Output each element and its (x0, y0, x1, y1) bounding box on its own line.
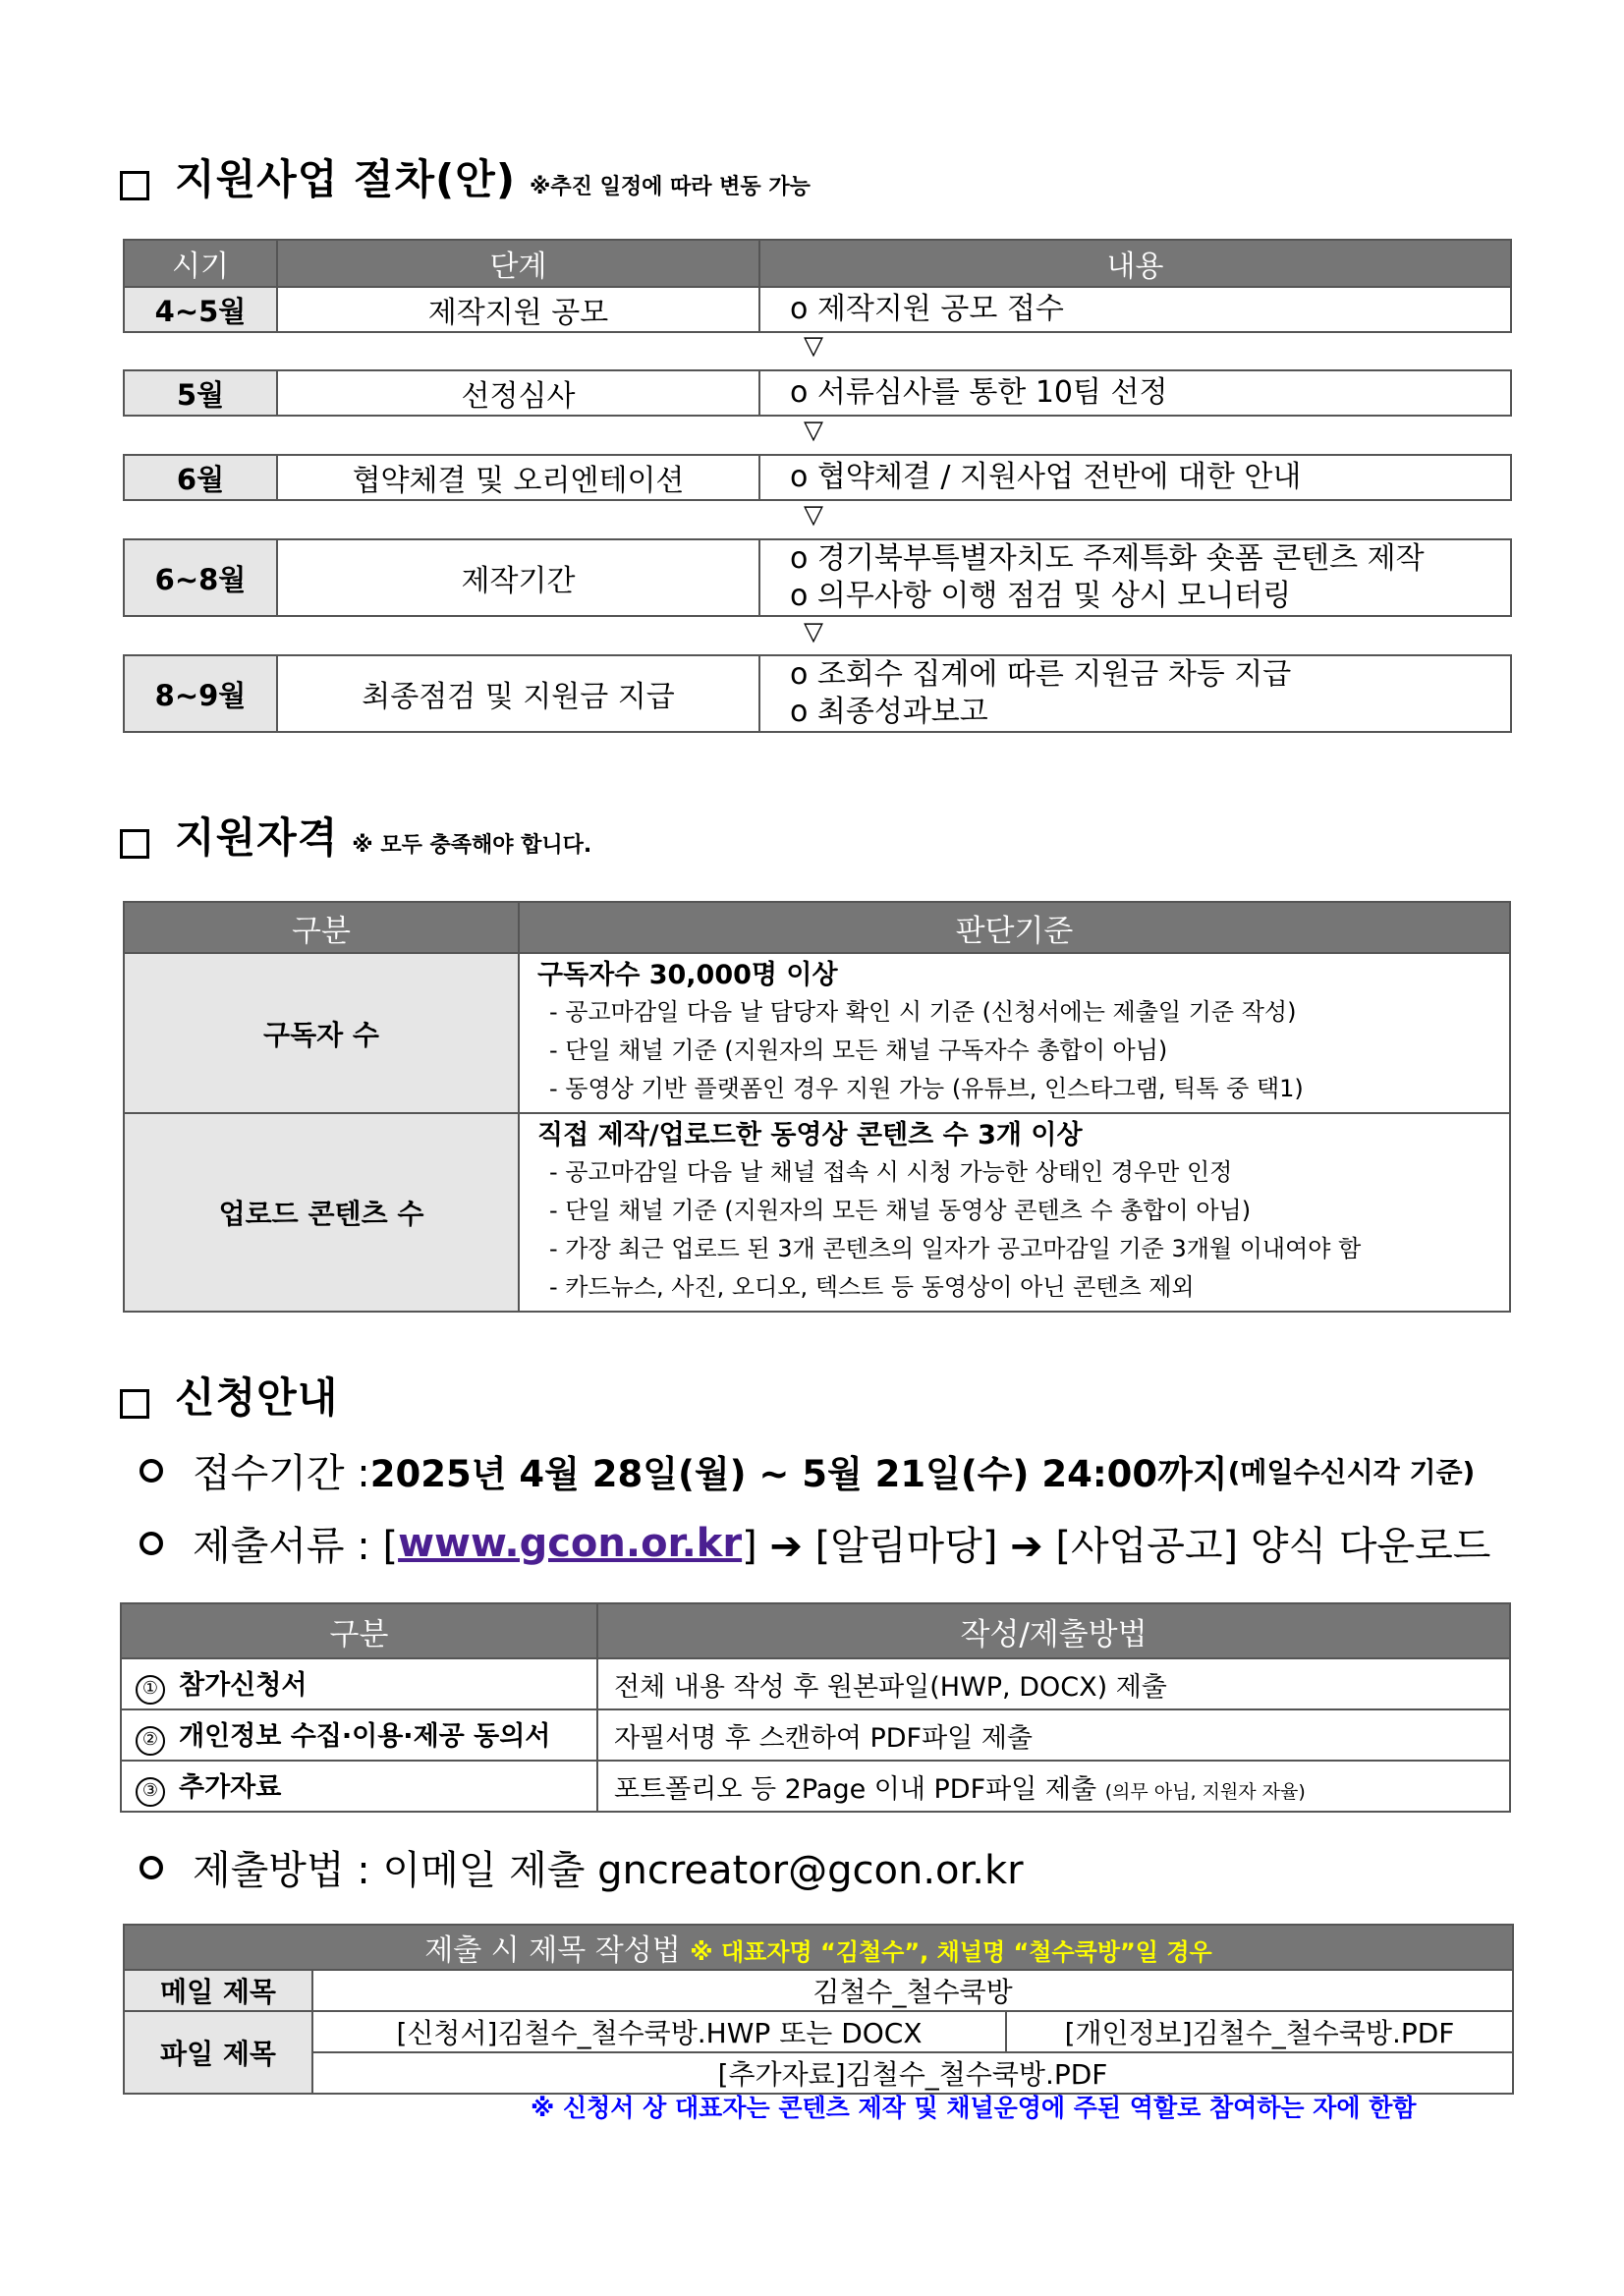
procedure-header-table (123, 239, 1512, 333)
doc-name: 개인정보 수집·이용·제공 동의서 (179, 1721, 551, 1752)
circle-bullet-icon (140, 1459, 163, 1483)
doc-method: 전체 내용 작성 후 원본파일(HWP, DOCX) 제출 (614, 1671, 1167, 1703)
procedure-stage: 제작기간 (277, 539, 759, 616)
procedure-title: 지원사업 절차(안) (175, 155, 517, 203)
doc-method: 자필서명 후 스캔하여 PDF파일 제출 (614, 1722, 1033, 1754)
criteria-head: 구독자수 30,000명 이상 (537, 960, 838, 990)
footnote: ※ 신청서 상 대표자는 콘텐츠 제작 및 채널운영에 주된 역할로 참여하는 자에 한함 (531, 2094, 1417, 2122)
arrow-down-icon: ▽ (804, 500, 823, 530)
circle-bullet-icon (140, 1856, 163, 1879)
criteria-item: - 가장 최근 업로드 된 3개 콘텐츠의 일자가 공고마감일 기준 3개월 이내여야 함 (549, 1235, 1362, 1262)
table-row (124, 2011, 1513, 2052)
table-row (124, 1113, 1510, 1312)
criteria-item: - 카드뉴스, 사진, 오디오, 텍스트 등 동영상이 아닌 콘텐츠 제외 (549, 1273, 1195, 1301)
doc-name: 참가신청서 (179, 1670, 308, 1701)
procedure-content (759, 455, 1511, 500)
title-rules-header (124, 1925, 1513, 1970)
procedure-header-content: 내용 (759, 240, 1511, 287)
application-title: 신청안내 (175, 1373, 339, 1422)
table-row (124, 2052, 1513, 2094)
table-row (124, 953, 1510, 1113)
qualification-criteria (519, 1113, 1510, 1312)
qualification-label: 구독자 수 (124, 953, 519, 1113)
file-title-label: 파일 제목 (124, 2011, 312, 2094)
procedure-content-line: o 의무사항 이행 점검 및 상시 모니터링 (790, 579, 1292, 613)
criteria-item: - 단일 채널 기준 (지원자의 모든 채널 동영상 콘텐츠 수 총합이 아님) (549, 1197, 1252, 1224)
circled-number: ③ (136, 1777, 165, 1807)
procedure-note: ※추진 일정에 따라 변동 가능 (530, 175, 811, 199)
criteria-item: - 동영상 기반 플랫폼인 경우 지원 가능 (유튜브, 인스타그램, 틱톡 중 택1) (549, 1075, 1304, 1102)
procedure-time: 6월 (124, 455, 277, 500)
application-section-title (120, 1366, 338, 1425)
docs-header-method: 작성/제출방법 (597, 1603, 1510, 1658)
title-rules-header-text: 제출 시 제목 작성법 (424, 1933, 691, 1968)
mail-title-label: 메일 제목 (124, 1970, 312, 2011)
period-note: (메일수신시각 기준) (1227, 1455, 1476, 1488)
procedure-stage: 제작지원 공모 (277, 287, 759, 332)
procedure-content-line: o 협약체결 / 지원사업 전반에 대한 안내 (790, 460, 1302, 494)
qualification-title: 지원자격 (175, 813, 339, 862)
file-title-value: [신청서]김철수_철수쿡방.HWP 또는 DOCX (312, 2011, 1006, 2052)
gcon-website-link[interactable]: www.gcon.or.kr (398, 1520, 743, 1566)
procedure-content-line: o 서류심사를 통한 10팀 선정 (790, 375, 1168, 410)
procedure-content-line: o 최종성과보고 (790, 695, 988, 729)
qualification-note: ※ 모두 충족해야 합니다. (352, 833, 592, 858)
qualification-section-title (120, 806, 591, 865)
criteria-item: - 공고마감일 다음 날 채널 접속 시 시청 가능한 상태인 경우만 인정 (549, 1158, 1233, 1186)
procedure-row-table (123, 538, 1512, 617)
procedure-stage: 협약체결 및 오리엔테이션 (277, 455, 759, 500)
period-line (140, 1442, 1475, 1498)
procedure-row-table (123, 369, 1512, 417)
docs-header-category: 구분 (121, 1603, 597, 1658)
table-row (121, 1658, 1510, 1709)
doc-method-cell (597, 1761, 1510, 1812)
procedure-stage: 최종점검 및 지원금 지급 (277, 655, 759, 732)
procedure-row-table (123, 454, 1512, 501)
criteria-item: - 공고마감일 다음 날 담당자 확인 시 기준 (신청서에는 제출일 기준 작성) (549, 998, 1297, 1026)
file-title-value: [개인정보]김철수_철수쿡방.PDF (1006, 2011, 1513, 2052)
checkbox-square-icon (120, 171, 149, 200)
circle-bullet-icon (140, 1532, 163, 1555)
doc-method-cell (597, 1658, 1510, 1709)
file-title-value: [추가자료]김철수_철수쿡방.PDF (312, 2052, 1513, 2094)
criteria-head: 직접 제작/업로드한 동영상 콘텐츠 수 3개 이상 (537, 1120, 1083, 1150)
procedure-row (124, 370, 1511, 416)
qualification-criteria (519, 953, 1510, 1113)
docs-label: 제출서류 : [ (193, 1524, 399, 1569)
docs-line (140, 1515, 1490, 1571)
procedure-content-line: o 제작지원 공모 접수 (790, 292, 1064, 326)
procedure-row (124, 455, 1511, 500)
procedure-content-line: o 조회수 집계에 따른 지원금 차등 지급 (790, 657, 1292, 692)
qualification-label: 업로드 콘텐츠 수 (124, 1113, 519, 1312)
procedure-time: 5월 (124, 370, 277, 416)
checkbox-square-icon (120, 1389, 149, 1419)
qualification-header-criteria: 판단기준 (519, 902, 1510, 953)
procedure-time: 8~9월 (124, 655, 277, 732)
arrow-down-icon: ▽ (804, 416, 823, 445)
doc-name: 추가자료 (179, 1772, 282, 1803)
method-line (140, 1839, 1024, 1895)
arrow-down-icon: ▽ (804, 617, 823, 646)
checkbox-square-icon (120, 829, 149, 859)
procedure-content (759, 370, 1511, 416)
doc-method-note: (의무 아님, 지원자 자율) (1104, 1780, 1306, 1803)
table-row (121, 1709, 1510, 1761)
procedure-row (124, 655, 1511, 732)
table-row (124, 1970, 1513, 2011)
circled-number: ① (136, 1675, 165, 1705)
period-label: 접수기간 : (193, 1451, 370, 1496)
method-text: 제출방법 : 이메일 제출 gncreator@gcon.or.kr (193, 1848, 1024, 1893)
procedure-stage: 선정심사 (277, 370, 759, 416)
procedure-header-time: 시기 (124, 240, 277, 287)
qualification-header-category: 구분 (124, 902, 519, 953)
docs-path: ] ➔ [알림마당] ➔ [사업공고] 양식 다운로드 (742, 1524, 1491, 1569)
procedure-header-stage: 단계 (277, 240, 759, 287)
circled-number: ② (136, 1726, 165, 1756)
doc-method: 포트폴리오 등 2Page 이내 PDF파일 제출 (614, 1773, 1105, 1805)
doc-name-cell (121, 1709, 597, 1761)
procedure-row (124, 287, 1511, 332)
procedure-row-table (123, 654, 1512, 733)
title-rules-table (123, 1924, 1514, 2095)
procedure-time: 4~5월 (124, 287, 277, 332)
qualification-table (123, 901, 1511, 1313)
procedure-content (759, 287, 1511, 332)
title-rules-header-note: ※ 대표자명 “김철수”, 채널명 “철수쿡방”일 경우 (690, 1938, 1212, 1966)
doc-method-cell (597, 1709, 1510, 1761)
period-value: 2025년 4월 28일(월) ~ 5월 21일(수) 24:00까지 (369, 1452, 1228, 1495)
procedure-content-line: o 경기북부특별자치도 주제특화 숏폼 콘텐츠 제작 (790, 541, 1425, 576)
procedure-content (759, 655, 1511, 732)
table-row (121, 1761, 1510, 1812)
mail-title-value: 김철수_철수쿡방 (312, 1970, 1513, 2011)
documents-table (120, 1602, 1511, 1813)
procedure-content (759, 539, 1511, 616)
procedure-time: 6~8월 (124, 539, 277, 616)
criteria-item: - 단일 채널 기준 (지원자의 모든 채널 구독자수 총합이 아님) (549, 1036, 1168, 1064)
arrow-down-icon: ▽ (804, 331, 823, 361)
doc-name-cell (121, 1761, 597, 1812)
doc-name-cell (121, 1658, 597, 1709)
procedure-section-title (120, 147, 811, 206)
procedure-row (124, 539, 1511, 616)
